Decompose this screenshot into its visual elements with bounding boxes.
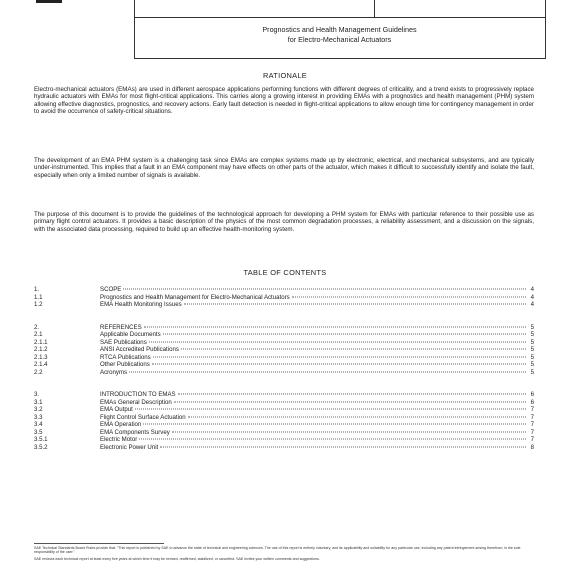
toc-number: 3.3 [34,413,43,421]
toc-page: 4 [530,286,534,293]
toc-entry[interactable] [34,331,534,339]
toc-title: Applicable Documents [100,331,161,338]
toc-entry[interactable] [34,324,534,332]
toc-title: Acronyms [100,368,128,376]
toc-entry[interactable] [34,339,534,347]
footer-notice-2: SAE reviews each technical report at least every five years at which time it may be revised, reaffirmed, stabilized, or cancelled. SAE invites your written comments and suggestions. [34,557,320,561]
toc-title: Electronic Power Unit [100,443,159,451]
rationale-heading: RATIONALE [262,71,308,80]
toc-number: 2. [34,323,40,331]
toc-leader [184,304,526,305]
toc-leader [181,349,526,350]
toc-leader [172,431,526,432]
toc-title: EMA Components Survey [100,428,170,436]
toc-leader [153,356,526,357]
toc-title: SCOPE [100,286,122,293]
toc-leader [292,296,526,297]
toc-number: 1. [34,286,40,293]
toc-entry[interactable] [34,294,534,302]
toc-page: 5 [530,323,534,331]
toc-title: EMA Output [100,406,133,413]
toc-number: 1.1 [34,293,43,301]
toc-number: 2.1.2 [34,346,48,353]
toc-title: SAE Publications [100,338,147,346]
toc-page: 5 [530,346,534,353]
toc-title: EMA Operation [100,421,142,428]
toc-page: 6 [530,391,534,398]
document-title-line2: for Electro-Mechanical Actuators [287,34,392,44]
toc-heading: TABLE OF CONTENTS [243,268,327,277]
toc-leader [144,326,526,327]
toc-page: 5 [530,331,534,338]
toc-entry[interactable] [34,346,534,354]
toc-page: 5 [530,353,534,361]
toc-title: Prognostics and Health Management for Electro-Mechanical Actuators [100,293,290,301]
footer-rule [34,543,164,544]
toc-page: 5 [530,338,534,346]
toc-title: Flight Control Surface Actuation [100,413,186,421]
toc-number: 2.1.3 [34,353,48,361]
toc-page: 7 [530,406,534,413]
toc-page: 5 [530,361,534,368]
toc-entry[interactable] [34,301,534,309]
toc-entry[interactable] [34,406,534,414]
toc-page: 7 [530,413,534,421]
toc-leader [139,439,526,440]
toc-page: 7 [530,436,534,443]
toc-entry[interactable] [34,391,534,399]
toc-entry[interactable] [34,354,534,362]
toc-number: 2.1.4 [34,361,48,368]
toc-page: 8 [530,443,534,451]
toc-title: Other Publications [100,361,150,368]
toc-entry[interactable] [34,369,534,377]
toc-page: 7 [530,428,534,436]
toc-title: EMA Health Monitoring Issues [100,301,182,308]
toc-number: 3.4 [34,421,43,428]
toc-page: 6 [530,398,534,406]
toc-leader [163,334,526,335]
toc-entry[interactable] [34,436,534,444]
toc-number: 1.2 [34,301,43,308]
document-title [134,25,545,44]
toc-page: 7 [530,421,534,428]
toc-leader [160,446,526,447]
toc-title: RTCA Publications [100,353,151,361]
toc-entry[interactable] [34,421,534,429]
document-title-line1: Prognostics and Health Management Guidelines [262,25,417,34]
toc-leader [188,416,526,417]
toc-leader [152,364,526,365]
toc-entry[interactable] [34,444,534,452]
toc-leader [123,289,526,290]
toc-page: 4 [530,293,534,301]
toc-number: 3. [34,391,40,398]
toc-entry[interactable] [34,414,534,422]
toc-page: 5 [530,368,534,376]
table-of-contents [34,286,534,451]
toc-title: Electric Motor [100,436,138,443]
toc-leader [149,341,526,342]
header-column-divider [374,0,375,17]
rationale-paragraph-1: Electro-mechanical actuators (EMAs) are used in different aerospace applications performing functions with different degrees of criticality, and a trend exists to progressively replace hydraulic actuators with EMAs for most flight-critical applications. This carries along a growing interest in providing EMAs with a prognostics and health management (PHM) system allowing effective diagnostics, prognostics, and recovery actions. Early fault detection is needed in flight-critical applications to allow enough time for contingency management in order to avoid the occurrence of safety-critical situations. [34,86,534,116]
header-divider [134,17,545,18]
toc-number: 2.1 [34,331,43,338]
toc-number: 3.2 [34,406,43,413]
toc-title: REFERENCES [100,323,142,331]
toc-entry[interactable] [34,361,534,369]
toc-leader [174,401,526,402]
toc-title: INTRODUCTION TO EMAS [100,391,176,398]
toc-title: EMAs General Description [100,398,172,406]
toc-entry[interactable] [34,399,534,407]
toc-number: 2.1.1 [34,338,48,346]
toc-page: 4 [530,301,534,308]
toc-leader [129,371,526,372]
toc-number: 3.5.2 [34,443,48,451]
toc-leader [135,409,526,410]
toc-leader [178,394,526,395]
toc-entry[interactable] [34,286,534,294]
toc-entry[interactable] [34,429,534,437]
rationale-paragraph-2: The development of an EMA PHM system is a challenging task since EMAs are complex systems made up by electronic, electrical, and mechanical subsystems, and are typically under-instrumented. This implies that a fault in an EMA component may have effects on other parts of the actuator, which makes it difficult to successfully identify and isolate the fault, especially when only a limited number of signals is available. [34,157,534,179]
toc-title: ANSI Accredited Publications [100,346,179,353]
toc-number: 2.2 [34,368,43,376]
header-logo-mark [36,0,62,3]
toc-leader [143,424,526,425]
toc-number: 3.5 [34,428,43,436]
rationale-paragraph-3: The purpose of this document is to provide the guidelines of the technological approach for developing a PHM system for EMAs with particular reference to their possible use as primary flight control actuators. It provides a basic description of the physics of the most common degradation processes, a reliability assessment, and a discussion on the signals, with the associated data processing, required to build up an effective health-monitoring system. [34,211,534,233]
toc-number: 3.5.1 [34,436,48,443]
toc-number: 3.1 [34,398,43,406]
footer-notice-1: SAE Technical Standards Board Rules provide that: "This report is published by SAE to advance the state of technical and engineering sciences. The use of this report is entirely voluntary, and its applicability and suitability for any particular use, including any patent infringement arising therefrom, is the sole responsibility of the user." [34,546,521,555]
